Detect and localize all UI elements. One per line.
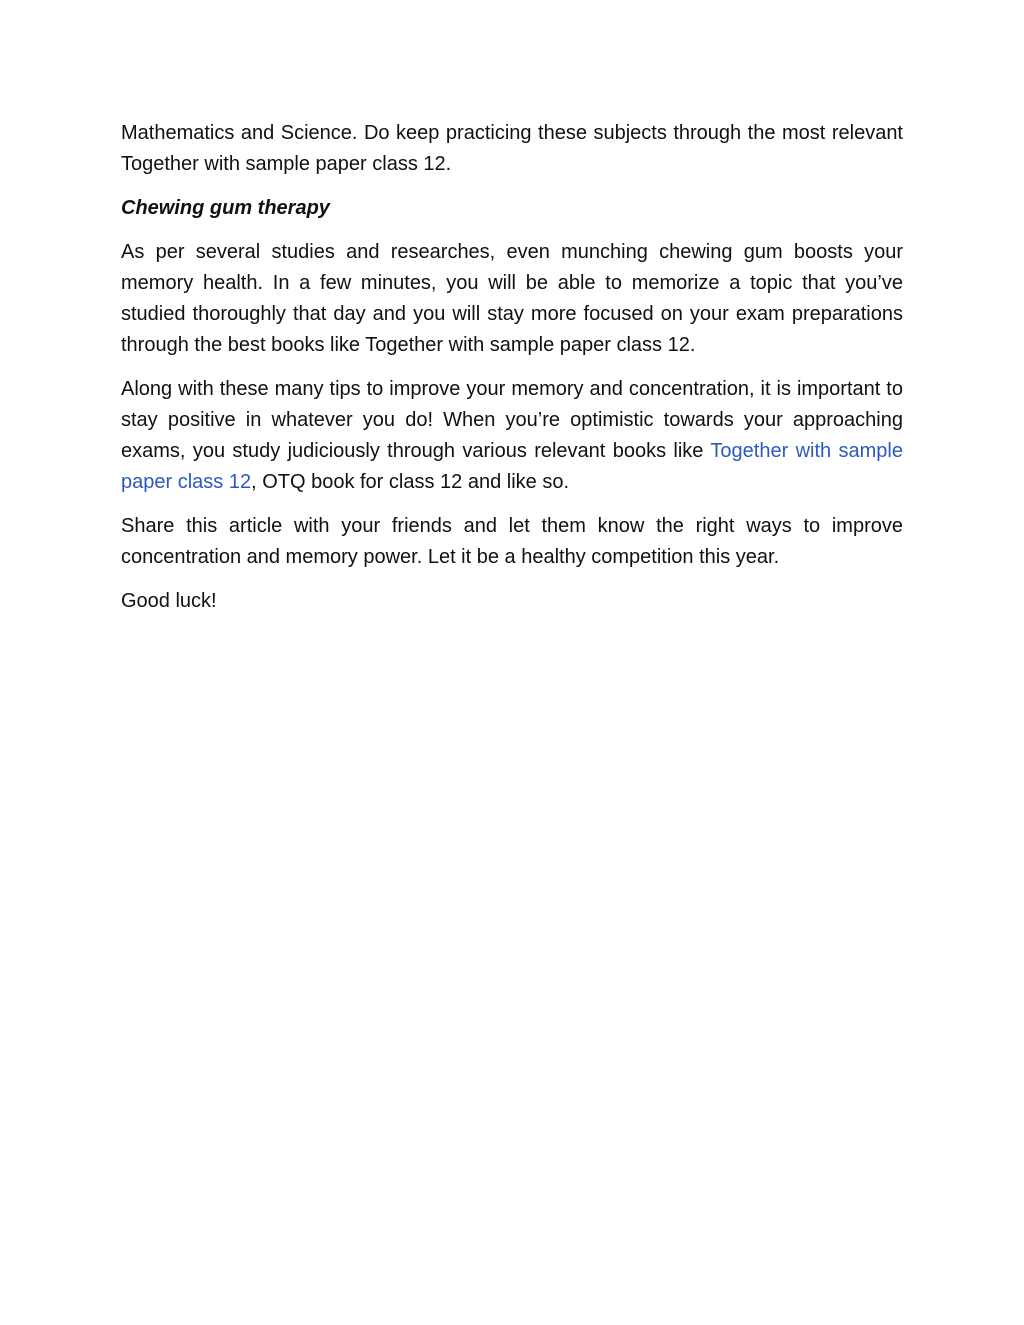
section-heading: Chewing gum therapy (121, 197, 330, 219)
paragraph-chewing-gum: As per several studies and researches, even munching chewing gum boosts your memory health. In a few minutes, you will be able to memorize a topic that you’ve studied thoroughly that day and you will stay more focused on your exam preparations through the best books like Together with sample paper class 12. (121, 241, 903, 356)
closing-text: Good luck! (121, 590, 217, 612)
paragraph-tips (121, 374, 903, 498)
sample-paper-link[interactable]: Together with sample paper class 12 (121, 440, 903, 493)
paragraph-intro: Mathematics and Science. Do keep practicing these subjects through the most relevant Together with sample paper class 12. (121, 122, 903, 175)
document-body (121, 118, 903, 630)
paragraph-tips-text-after: , OTQ book for class 12 and like so. (251, 471, 569, 493)
paragraph-tips-text-before: Along with these many tips to improve your memory and concentration, it is important to stay positive in whatever you do! When you’re optimistic towards your approaching exams, you study judiciously through various relevant books like (121, 378, 903, 462)
paragraph-share: Share this article with your friends and let them know the right ways to improve concentration and memory power. Let it be a healthy competition this year. (121, 515, 903, 568)
